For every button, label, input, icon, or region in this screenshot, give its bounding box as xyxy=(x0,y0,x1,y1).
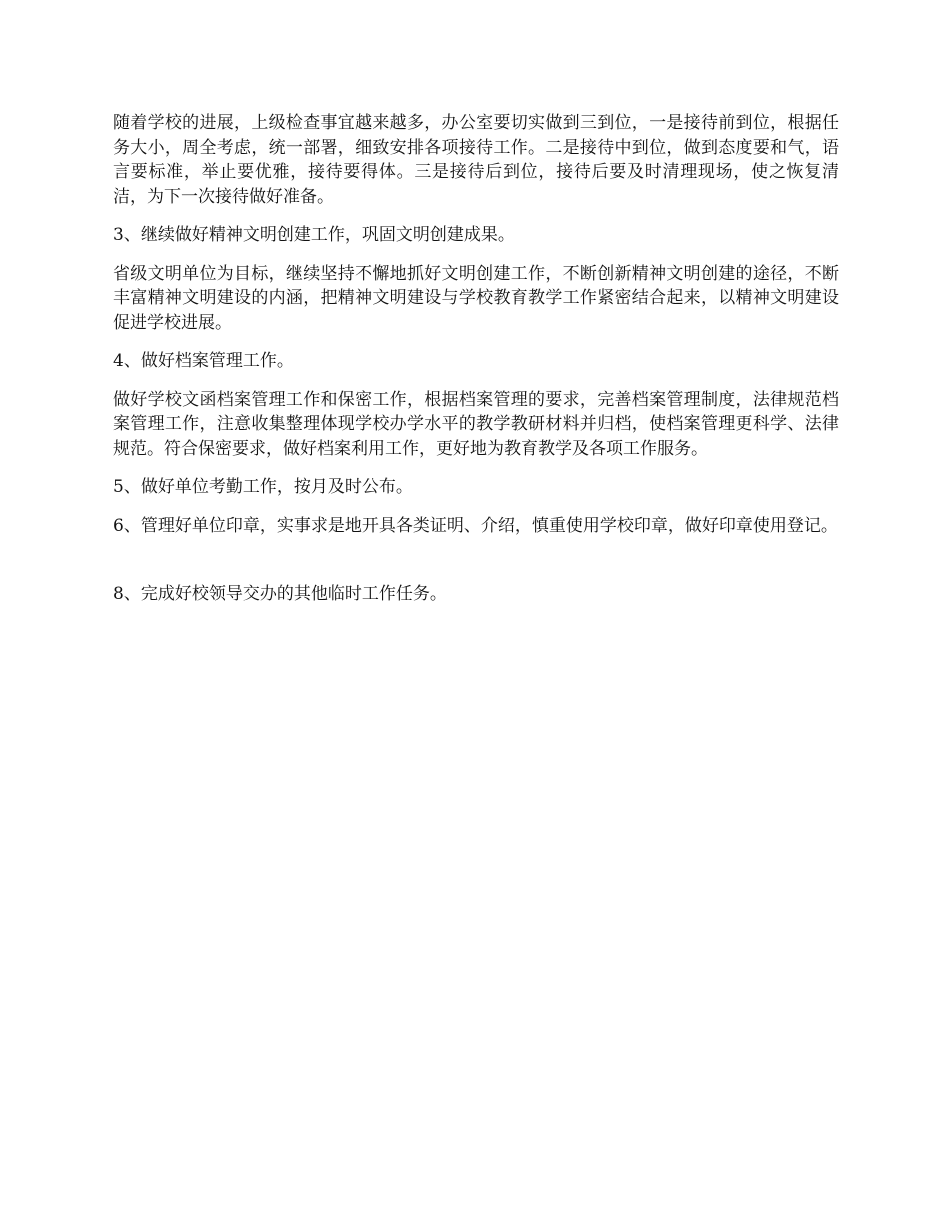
item-8-other-tasks: 8、完成好校领导交办的其他临时工作任务。 xyxy=(113,584,447,604)
document-page xyxy=(113,111,839,607)
item-3-heading: 3、继续做好精神文明创建工作，巩固文明创建成果。 xyxy=(113,225,515,245)
item-5-attendance: 5、做好单位考勤工作，按月及时公布。 xyxy=(113,477,413,497)
paragraph-gap xyxy=(113,209,839,223)
paragraph-gap xyxy=(113,500,839,514)
paragraph-gap xyxy=(113,335,839,349)
item-4-heading: 4、做好档案管理工作。 xyxy=(113,351,294,371)
paragraph-reception-duties: 随着学校的进展，上级检查事宜越来越多，办公室要切实做到三到位，一是接待前到位，根据任务大小，周全考虑，统一部署，细致安排各项接待工作。二是接待中到位，做到态度要和气，语言要标准，举止要优雅，接待要得体。三是接待后到位，接待后要及时清理现场，使之恢复清洁，为下一次接待做好准备。 xyxy=(113,113,839,207)
paragraph-gap xyxy=(113,248,839,262)
item-6-seal-management: 6、管理好单位印章，实事求是地开具各类证明、介绍，慎重使用学校印章，做好印章使用登记。 xyxy=(113,515,838,536)
paragraph-gap xyxy=(113,374,839,388)
paragraph-civilization-building: 省级文明单位为目标，继续坚持不懈地抓好文明创建工作，不断创新精神文明创建的途径，不断丰富精神文明建设的内涵，把精神文明建设与学校教育教学工作紧密结合起来，以精神文明建设促进学校进展。 xyxy=(113,263,839,333)
paragraph-archive-management: 做好学校文函档案管理工作和保密工作，根据档案管理的要求，完善档案管理制度，法律规范档案管理工作，注意收集整理体现学校办学水平的教学教研材料并归档，使档案管理更科学、法律规范。符合保密要求，做好档案利用工作，更好地为教育教学及各项工作服务。 xyxy=(113,389,839,459)
paragraph-gap-large xyxy=(113,538,839,582)
paragraph-gap xyxy=(113,461,839,475)
